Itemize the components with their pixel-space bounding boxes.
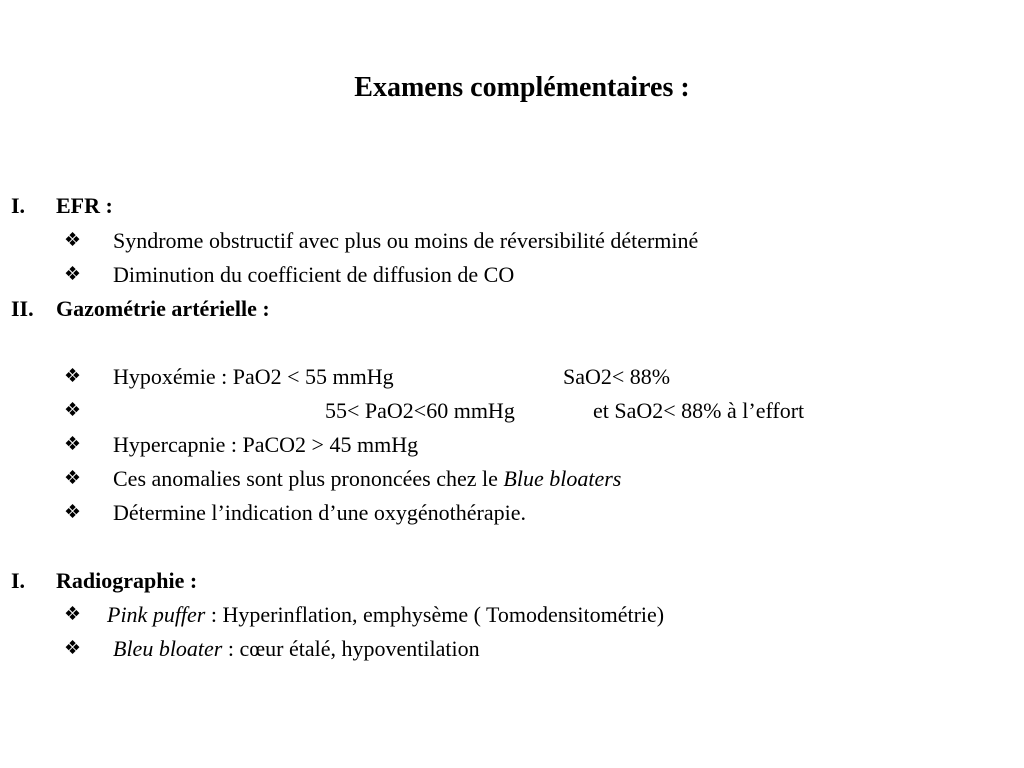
bullet-text: Hypoxémie : PaO2 < 55 mmHg (113, 364, 394, 389)
page-title: Examens complémentaires : (354, 72, 690, 103)
four-diamond-bullet-icon: ❖ (64, 502, 82, 523)
section-title: Radiographie : (56, 568, 198, 593)
bullet-text: Hypercapnie : PaCO2 > 45 mmHg (113, 432, 419, 457)
bullet-text-secondary: et SaO2< 88% à l’effort (593, 398, 805, 423)
four-diamond-bullet-icon: ❖ (64, 366, 82, 387)
four-diamond-bullet-icon: ❖ (64, 604, 82, 625)
bullet-text-italic: Bleu bloater (113, 636, 223, 661)
bullet-text: Diminution du coefficient de diffusion de CO (113, 262, 515, 287)
bullet-text (107, 601, 664, 629)
section-title: Gazométrie artérielle : (56, 296, 270, 321)
bullet-text: Syndrome obstructif avec plus ou moins de réversibilité déterminé (113, 228, 699, 253)
bullet-text-italic: Blue bloaters (503, 466, 622, 491)
section-number: II. (11, 296, 34, 321)
section-number: I. (11, 193, 26, 218)
bullet-text-plain: : cœur étalé, hypoventilation (222, 636, 480, 661)
four-diamond-bullet-icon: ❖ (64, 638, 82, 659)
section-number: I. (11, 568, 26, 593)
four-diamond-bullet-icon: ❖ (64, 264, 82, 285)
section-title: EFR : (56, 193, 113, 218)
bullet-text-italic: Pink puffer (107, 602, 206, 627)
bullet-text: Détermine l’indication d’une oxygénothérapie. (113, 500, 526, 525)
four-diamond-bullet-icon: ❖ (64, 468, 82, 489)
bullet-text-plain: Ces anomalies sont plus prononcées chez le (113, 466, 504, 491)
four-diamond-bullet-icon: ❖ (64, 400, 82, 421)
bullet-text-secondary: SaO2< 88% (563, 364, 671, 389)
bullet-text: 55< PaO2<60 mmHg (325, 398, 515, 423)
four-diamond-bullet-icon: ❖ (64, 434, 82, 455)
bullet-text (113, 635, 480, 663)
bullet-text-plain: : Hyperinflation, emphysème ( Tomodensitométrie) (205, 602, 665, 627)
bullet-text (113, 465, 621, 493)
four-diamond-bullet-icon: ❖ (64, 230, 82, 251)
